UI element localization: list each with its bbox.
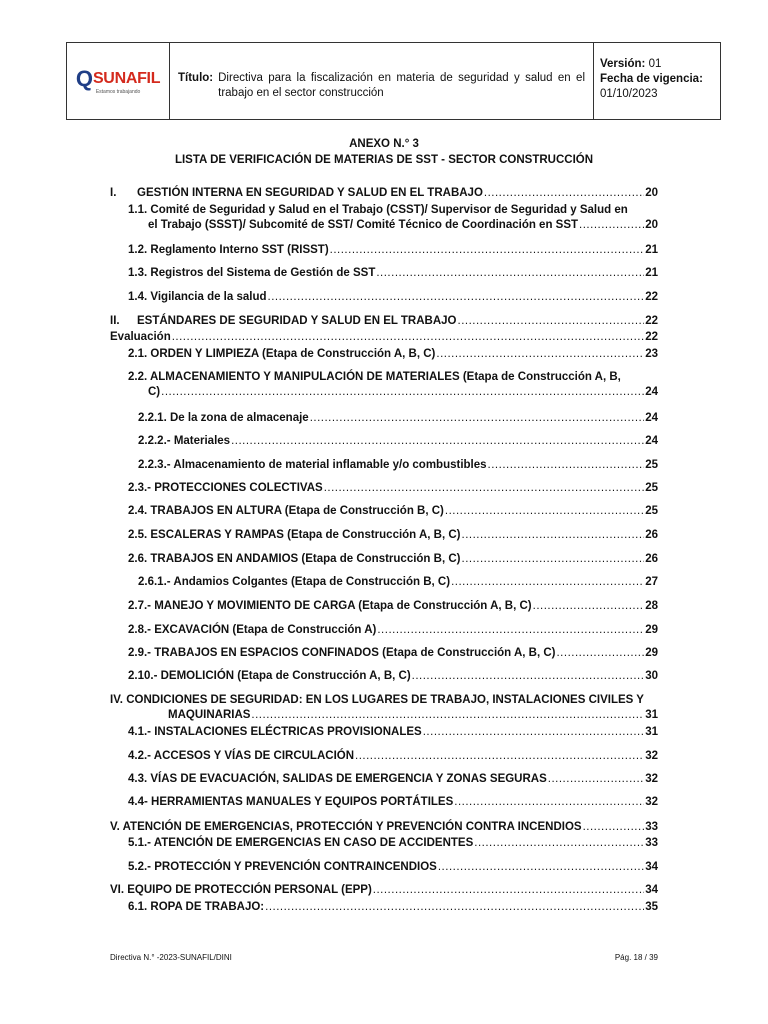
toc-entry[interactable]: IV. CONDICIONES DE SEGURIDAD: EN LOS LUGARES DE TRABAJO, INSTALACIONES CIVILES Y MAQUINARIAS ..... 31 bbox=[110, 693, 658, 723]
toc-entry[interactable]: 4.3. VÍAS DE EVACUACIÓN, SALIDAS DE EMERGENCIA Y ZONAS SEGURAS ..... 32 bbox=[128, 772, 658, 787]
toc-entry[interactable]: 1.3. Registros del Sistema de Gestión de SST ..... 21 bbox=[128, 266, 658, 281]
toc-entry[interactable]: 2.7.- MANEJO Y MOVIMIENTO DE CARGA (Etapa de Construcción A, B, C) ..... 28 bbox=[128, 599, 658, 614]
title-label: Título: bbox=[178, 72, 214, 84]
footer-page-number: Pág. 18 / 39 bbox=[614, 953, 658, 962]
toc-entry[interactable]: 2.5. ESCALERAS Y RAMPAS (Etapa de Construcción A, B, C) ..... 26 bbox=[128, 528, 658, 543]
toc-entry[interactable]: 4.4- HERRAMIENTAS MANUALES Y EQUIPOS PORTÁTILES ..... 32 bbox=[128, 795, 658, 810]
footer-directive: Directiva N.° -2023-SUNAFIL/DINI bbox=[110, 953, 232, 962]
toc-entry[interactable]: 2.8.- EXCAVACIÓN (Etapa de Construcción A) ..... 29 bbox=[128, 623, 658, 638]
logo-q-icon: Q bbox=[75, 65, 93, 91]
date-value: 01/10/2023 bbox=[600, 88, 658, 100]
toc-entry[interactable]: 2.2.3.- Almacenamiento de material inflamable y/o combustibles ..... 25 bbox=[138, 458, 658, 473]
version-label: Versión: bbox=[600, 58, 646, 70]
toc-entry[interactable]: 4.1.- INSTALACIONES ELÉCTRICAS PROVISIONALES ..... 31 bbox=[128, 725, 658, 740]
toc-entry[interactable]: VI. EQUIPO DE PROTECCIÓN PERSONAL (EPP) ..... 34 bbox=[110, 883, 658, 898]
logo-name: SUNAFIL bbox=[92, 69, 161, 87]
toc-entry[interactable]: 2.9.- TRABAJOS EN ESPACIOS CONFINADOS (Etapa de Construcción A, B, C) ..... 29 bbox=[128, 646, 658, 661]
toc-entry[interactable]: 2.6. TRABAJOS EN ANDAMIOS (Etapa de Construcción B, C) ..... 26 bbox=[128, 552, 658, 567]
toc-entry[interactable]: 6.1. ROPA DE TRABAJO: ..... 35 bbox=[128, 900, 658, 915]
toc-entry[interactable]: 2.6.1.- Andamios Colgantes (Etapa de Construcción B, C) ..... 27 bbox=[138, 575, 658, 590]
title-value: Directiva para la fiscalización en materia de seguridad y salud en el trabajo en el sector construcción bbox=[218, 72, 585, 99]
date-label: Fecha de vigencia: bbox=[600, 73, 703, 85]
toc-entry[interactable]: 2.2.1. De la zona de almacenaje ..... 24 bbox=[138, 411, 658, 426]
annex-title: ANEXO N.° 3 bbox=[349, 138, 419, 150]
toc-entry[interactable]: 2.4. TRABAJOS EN ALTURA (Etapa de Construcción B, C) ..... 25 bbox=[128, 504, 658, 519]
toc-entry[interactable]: 2.3.- PROTECCIONES COLECTIVAS ..... 25 bbox=[128, 481, 658, 496]
toc-entry[interactable]: 2.2.2.- Materiales ..... 24 bbox=[138, 434, 658, 449]
version-value: 01 bbox=[648, 58, 662, 70]
toc-entry[interactable]: V. ATENCIÓN DE EMERGENCIAS, PROTECCIÓN Y PREVENCIÓN CONTRA INCENDIOS ..... 33 bbox=[110, 820, 658, 835]
toc-entry[interactable]: 4.2.- ACCESOS Y VÍAS DE CIRCULACIÓN ..... 32 bbox=[128, 749, 658, 764]
toc-entry[interactable]: 5.1.- ATENCIÓN DE EMERGENCIAS EN CASO DE ACCIDENTES ..... 33 bbox=[128, 836, 658, 851]
toc-entry[interactable]: 1.4. Vigilancia de la salud ..... 22 bbox=[128, 290, 658, 305]
toc-entry[interactable]: 5.2.- PROTECCIÓN Y PREVENCIÓN CONTRAINCENDIOS ..... 34 bbox=[128, 860, 658, 875]
toc-entry[interactable]: I. GESTIÓN INTERNA EN SEGURIDAD Y SALUD EN EL TRABAJO ..... 20 bbox=[110, 186, 658, 201]
toc-entry[interactable]: 2.1. ORDEN Y LIMPIEZA (Etapa de Construcción A, B, C) ..... 23 bbox=[128, 347, 658, 362]
toc-entry[interactable]: II. ESTÁNDARES DE SEGURIDAD Y SALUD EN EL TRABAJO ..... 22 bbox=[110, 314, 658, 329]
toc-entry[interactable]: 1.1. Comité de Seguridad y Salud en el Trabajo (CSST)/ Supervisor de Seguridad y Salud en el Trabajo (SSST)/ Subcomité de SST/ Comité Técnico de Coordinación en SST ..... 20 bbox=[128, 203, 658, 233]
annex-subtitle: LISTA DE VERIFICACIÓN DE MATERIAS DE SST - SECTOR CONSTRUCCIÓN bbox=[174, 154, 594, 166]
toc-entry[interactable]: Evaluación ..... 22 bbox=[110, 330, 658, 345]
logo-tagline: Estamos trabajando bbox=[95, 88, 141, 95]
toc-entry[interactable]: 1.2. Reglamento Interno SST (RISST) ..... 21 bbox=[128, 243, 658, 258]
toc-entry[interactable]: 2.2. ALMACENAMIENTO Y MANIPULACIÓN DE MATERIALES (Etapa de Construcción A, B, C) ..... 24 bbox=[128, 370, 658, 400]
toc-entry[interactable]: 2.10.- DEMOLICIÓN (Etapa de Construcción A, B, C) ..... 30 bbox=[128, 669, 658, 684]
